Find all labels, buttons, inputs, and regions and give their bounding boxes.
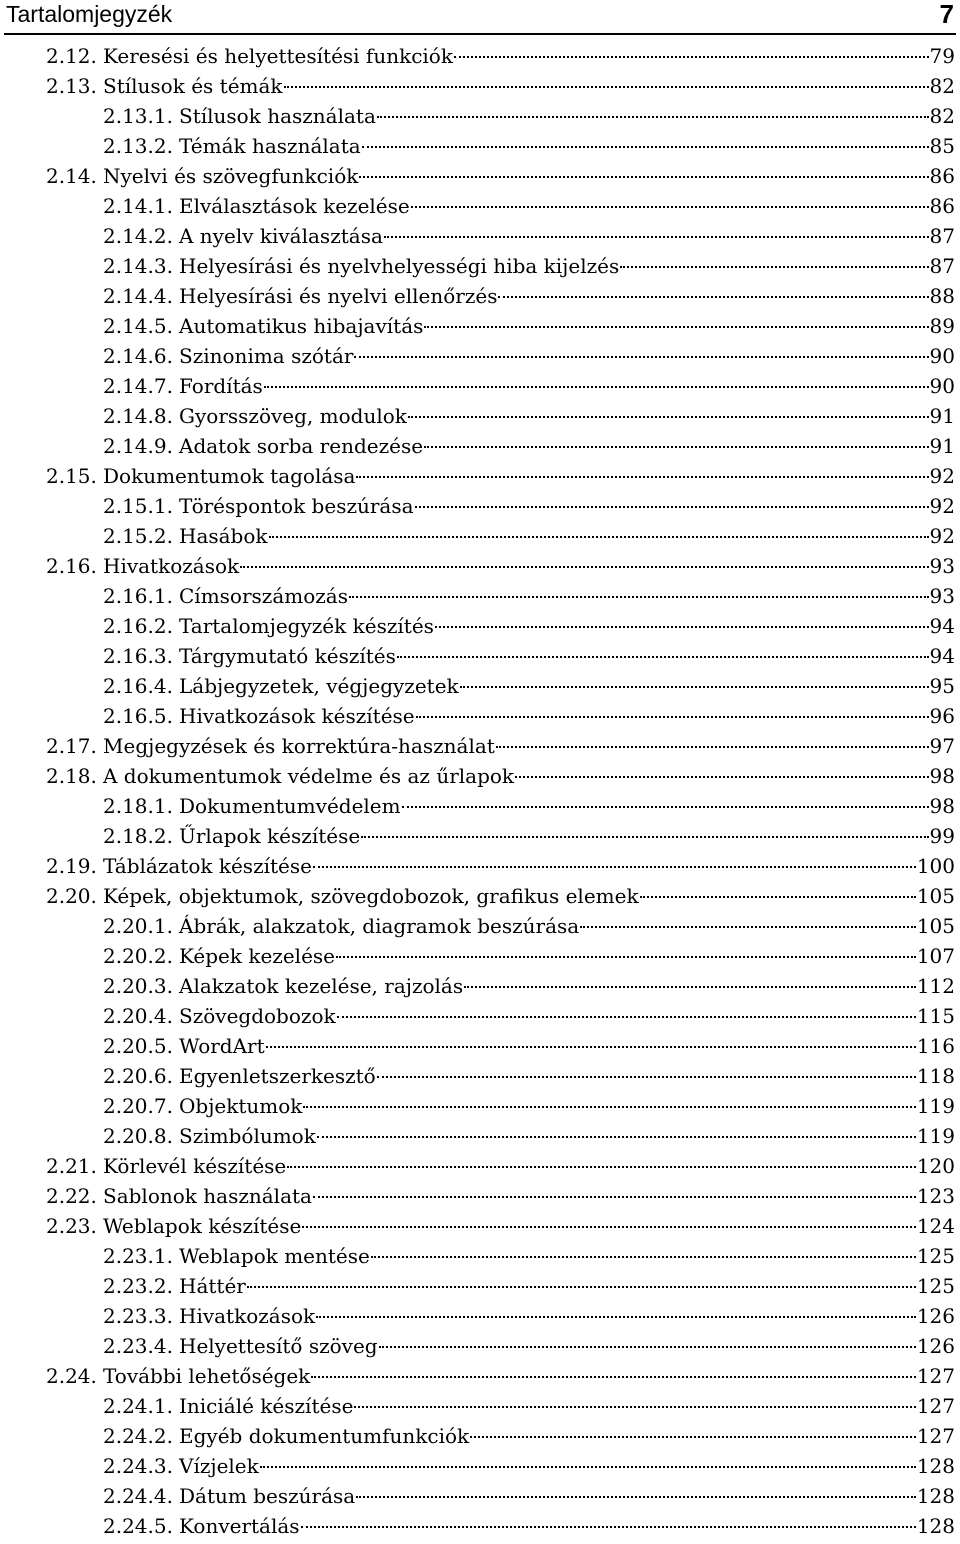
toc-entry-title: Nyelvi és szövegfunkciók [103, 164, 359, 188]
toc-entry[interactable] [0, 1274, 960, 1304]
toc-entry-title: Objektumok [179, 1094, 303, 1118]
toc-entry[interactable] [0, 1094, 960, 1124]
dot-leader [464, 986, 916, 988]
toc-entry-title: Konvertálás [179, 1514, 300, 1538]
dot-leader [379, 1346, 916, 1348]
dot-leader [247, 1286, 916, 1288]
dot-leader [377, 1076, 916, 1078]
toc-entry[interactable] [0, 44, 960, 74]
toc-entry[interactable] [0, 1484, 960, 1514]
dot-leader [416, 716, 929, 718]
toc-entry-number: 2.20.6. [103, 1064, 173, 1088]
toc-entry[interactable] [0, 764, 960, 794]
toc-entry-page: 93 [929, 554, 955, 578]
toc-entry-number: 2.24.4. [103, 1484, 173, 1508]
toc-entry-title: A dokumentumok védelme és az űrlapok [103, 764, 515, 788]
toc-entry[interactable] [0, 1334, 960, 1364]
toc-entry-number: 2.24.5. [103, 1514, 173, 1538]
toc-entry[interactable] [0, 284, 960, 314]
toc-entry-number: 2.14.8. [103, 404, 173, 428]
toc-entry-page: 125 [916, 1244, 955, 1268]
toc-entry-title: Lábjegyzetek, végjegyzetek [179, 674, 459, 698]
toc-entry-title: Helyettesítő szöveg [179, 1334, 378, 1358]
toc-entry-page: 90 [929, 374, 955, 398]
toc-entry-title: Iniciálé készítése [179, 1394, 354, 1418]
toc-entry-page: 99 [929, 824, 955, 848]
toc-entry[interactable] [0, 644, 960, 674]
toc-entry-page: 86 [929, 164, 955, 188]
dot-leader [354, 356, 928, 358]
toc-entry-page: 112 [916, 974, 955, 998]
toc-entry-number: 2.24.1. [103, 1394, 173, 1418]
dot-leader [435, 626, 929, 628]
dot-leader [384, 236, 929, 238]
dot-leader [361, 836, 928, 838]
toc-entry-number: 2.19. [46, 854, 97, 878]
toc-entry-page: 107 [916, 944, 955, 968]
toc-entry-number: 2.21. [46, 1154, 97, 1178]
toc-entry[interactable] [0, 1184, 960, 1214]
toc-entry-number: 2.18. [46, 764, 97, 788]
toc-entry-number: 2.20.4. [103, 1004, 173, 1028]
dot-leader [377, 116, 929, 118]
header-divider [4, 33, 956, 35]
dot-leader [408, 416, 929, 418]
toc-entry-title: Töréspontok beszúrása [179, 494, 414, 518]
toc-entry-number: 2.15.2. [103, 524, 173, 548]
dot-leader [317, 1136, 916, 1138]
toc-entry-page: 125 [916, 1274, 955, 1298]
toc-entry-number: 2.20. [46, 884, 97, 908]
toc-entry-page: 128 [916, 1484, 955, 1508]
dot-leader [580, 926, 916, 928]
dot-leader [356, 476, 928, 478]
toc-entry-page: 115 [916, 1004, 955, 1028]
toc-entry-number: 2.18.1. [103, 794, 173, 818]
toc-entry[interactable] [0, 704, 960, 734]
toc-entry-title: Keresési és helyettesítési funkciók [103, 44, 453, 68]
toc-entry-title: Címsorszámozás [179, 584, 348, 608]
toc-entry[interactable] [0, 494, 960, 524]
dot-leader [460, 686, 929, 688]
toc-entry-page: 126 [916, 1334, 955, 1358]
toc-entry-number: 2.20.2. [103, 944, 173, 968]
dot-leader [411, 206, 929, 208]
dot-leader [371, 1256, 916, 1258]
page-header-title: Tartalomjegyzék [6, 1, 173, 27]
toc-entry-title: Fordítás [179, 374, 263, 398]
toc-entry-number: 2.12. [46, 44, 97, 68]
toc-entry-page: 126 [916, 1304, 955, 1328]
toc-entry[interactable] [0, 584, 960, 614]
toc-entry-page: 85 [929, 134, 955, 158]
toc-entry-page: 98 [929, 794, 955, 818]
toc-entry-number: 2.20.8. [103, 1124, 173, 1148]
toc-entry-page: 82 [929, 74, 955, 98]
toc-entry-title: Ábrák, alakzatok, diagramok beszúrása [179, 914, 580, 938]
toc-entry-title: Szimbólumok [179, 1124, 316, 1148]
page-header [0, 0, 960, 34]
toc-entry-number: 2.23.2. [103, 1274, 173, 1298]
dot-leader [397, 656, 929, 658]
toc-entry-title: A nyelv kiválasztása [179, 224, 383, 248]
table-of-contents [0, 44, 960, 1544]
toc-entry-number: 2.15.1. [103, 494, 173, 518]
dot-leader [269, 536, 929, 538]
toc-entry[interactable] [0, 1304, 960, 1334]
toc-entry-page: 100 [916, 854, 955, 878]
toc-entry-page: 119 [916, 1124, 955, 1148]
toc-entry-page: 87 [929, 224, 955, 248]
toc-entry[interactable] [0, 794, 960, 824]
toc-entry-number: 2.24. [46, 1364, 97, 1388]
toc-entry-title: WordArt [179, 1034, 265, 1058]
toc-entry-page: 120 [916, 1154, 955, 1178]
dot-leader [303, 1106, 915, 1108]
toc-entry-page: 96 [929, 704, 955, 728]
toc-entry-number: 2.13. [46, 74, 97, 98]
toc-entry[interactable] [0, 1124, 960, 1154]
dot-leader [515, 776, 928, 778]
toc-entry[interactable] [0, 1154, 960, 1184]
dot-leader [260, 1466, 916, 1468]
toc-entry-number: 2.15. [46, 464, 97, 488]
toc-entry-number: 2.20.1. [103, 914, 173, 938]
dot-leader [301, 1526, 916, 1528]
toc-entry-page: 93 [929, 584, 955, 608]
toc-entry[interactable] [0, 254, 960, 284]
dot-leader [424, 326, 928, 328]
toc-entry-title: Egyéb dokumentumfunkciók [179, 1424, 470, 1448]
toc-entry-title: Dokumentumvédelem [179, 794, 401, 818]
toc-entry-title: Körlevél készítése [103, 1154, 287, 1178]
toc-entry-number: 2.23.1. [103, 1244, 173, 1268]
toc-entry-number: 2.14. [46, 164, 97, 188]
toc-entry[interactable] [0, 944, 960, 974]
toc-entry[interactable] [0, 104, 960, 134]
toc-entry-page: 128 [916, 1454, 955, 1478]
dot-leader [359, 176, 928, 178]
toc-entry[interactable] [0, 374, 960, 404]
toc-entry[interactable] [0, 1034, 960, 1064]
toc-entry-page: 97 [929, 734, 955, 758]
toc-entry-title: Weblapok készítése [103, 1214, 302, 1238]
dot-leader [454, 56, 929, 58]
toc-entry-title: Témák használata [179, 134, 361, 158]
dot-leader [640, 896, 916, 898]
toc-entry-number: 2.14.1. [103, 194, 173, 218]
toc-entry-title: Táblázatok készítése [103, 854, 312, 878]
toc-entry-page: 91 [929, 404, 955, 428]
toc-entry[interactable] [0, 974, 960, 1004]
toc-entry-number: 2.23.3. [103, 1304, 173, 1328]
toc-entry[interactable] [0, 164, 960, 194]
toc-entry-title: Vízjelek [179, 1454, 259, 1478]
toc-entry-title: Hivatkozások [103, 554, 240, 578]
toc-entry-page: 86 [929, 194, 955, 218]
toc-entry-page: 87 [929, 254, 955, 278]
toc-entry-page: 124 [916, 1214, 955, 1238]
toc-entry-number: 2.14.4. [103, 284, 173, 308]
dot-leader [402, 806, 929, 808]
dot-leader [349, 596, 929, 598]
toc-entry-title: Képek kezelése [179, 944, 336, 968]
toc-entry-page: 79 [929, 44, 955, 68]
toc-entry[interactable] [0, 884, 960, 914]
toc-entry-page: 105 [916, 914, 955, 938]
toc-entry-page: 127 [916, 1424, 955, 1448]
toc-entry-page: 89 [929, 314, 955, 338]
dot-leader [264, 386, 929, 388]
toc-entry-title: Adatok sorba rendezése [179, 434, 424, 458]
toc-entry-number: 2.18.2. [103, 824, 173, 848]
toc-entry[interactable] [0, 434, 960, 464]
toc-entry-page: 127 [916, 1364, 955, 1388]
toc-entry-number: 2.14.3. [103, 254, 173, 278]
dot-leader [302, 1226, 915, 1228]
toc-entry-page: 94 [929, 614, 955, 638]
toc-entry-page: 92 [929, 524, 955, 548]
dot-leader [424, 446, 928, 448]
toc-entry-number: 2.14.9. [103, 434, 173, 458]
toc-entry-number: 2.14.5. [103, 314, 173, 338]
dot-leader [311, 1376, 916, 1378]
toc-entry-page: 94 [929, 644, 955, 668]
toc-entry[interactable] [0, 1004, 960, 1034]
toc-entry-number: 2.16.4. [103, 674, 173, 698]
dot-leader [356, 1496, 916, 1498]
toc-entry-page: 88 [929, 284, 955, 308]
dot-leader [415, 506, 929, 508]
dot-leader [496, 746, 929, 748]
toc-entry-title: Stílusok és témák [103, 74, 283, 98]
toc-entry-title: Automatikus hibajavítás [179, 314, 424, 338]
toc-entry[interactable] [0, 224, 960, 254]
toc-entry-title: Szövegdobozok [179, 1004, 336, 1028]
toc-entry-page: 123 [916, 1184, 955, 1208]
toc-entry-title: Alakzatok kezelése, rajzolás [179, 974, 464, 998]
toc-entry[interactable] [0, 1364, 960, 1394]
toc-entry-title: Dátum beszúrása [179, 1484, 356, 1508]
toc-entry[interactable] [0, 1064, 960, 1094]
toc-entry[interactable] [0, 524, 960, 554]
toc-entry-number: 2.17. [46, 734, 97, 758]
dot-leader [337, 1016, 916, 1018]
toc-entry[interactable] [0, 554, 960, 584]
toc-entry-number: 2.20.5. [103, 1034, 173, 1058]
toc-entry-title: Űrlapok készítése [179, 824, 361, 848]
toc-entry[interactable] [0, 134, 960, 164]
toc-entry[interactable] [0, 404, 960, 434]
dot-leader [313, 866, 916, 868]
dot-leader [354, 1406, 915, 1408]
toc-entry[interactable] [0, 734, 960, 764]
dot-leader [266, 1046, 916, 1048]
toc-entry-title: Tárgymutató készítés [179, 644, 396, 668]
toc-entry-page: 116 [916, 1034, 955, 1058]
toc-entry-title: Weblapok mentése [179, 1244, 370, 1268]
toc-entry-page: 127 [916, 1394, 955, 1418]
toc-entry-page: 92 [929, 464, 955, 488]
toc-entry-number: 2.24.3. [103, 1454, 173, 1478]
toc-entry-page: 128 [916, 1514, 955, 1538]
toc-entry-page: 82 [929, 104, 955, 128]
dot-leader [284, 86, 929, 88]
dot-leader [470, 1436, 916, 1438]
toc-entry-page: 92 [929, 494, 955, 518]
dot-leader [498, 296, 928, 298]
toc-entry-number: 2.16.2. [103, 614, 173, 638]
toc-entry-title: Hivatkozások [179, 1304, 316, 1328]
toc-entry-number: 2.14.7. [103, 374, 173, 398]
toc-entry[interactable] [0, 674, 960, 704]
toc-entry-number: 2.16.1. [103, 584, 173, 608]
toc-entry-title: Háttér [179, 1274, 246, 1298]
toc-entry-number: 2.13.2. [103, 134, 173, 158]
dot-leader [287, 1166, 916, 1168]
toc-entry-number: 2.14.6. [103, 344, 173, 368]
toc-entry[interactable] [0, 464, 960, 494]
toc-entry[interactable] [0, 1394, 960, 1424]
toc-entry-number: 2.23.4. [103, 1334, 173, 1358]
dot-leader [336, 956, 916, 958]
toc-entry-number: 2.20.3. [103, 974, 173, 998]
page-number: 7 [939, 0, 954, 29]
toc-entry-title: Elválasztások kezelése [179, 194, 410, 218]
dot-leader [313, 1196, 916, 1198]
toc-entry[interactable] [0, 194, 960, 224]
toc-entry-title: Gyorsszöveg, modulok [179, 404, 407, 428]
toc-entry-title: Tartalomjegyzék készítés [179, 614, 434, 638]
toc-entry-title: További lehetőségek [103, 1364, 311, 1388]
toc-entry[interactable] [0, 1424, 960, 1454]
toc-entry-number: 2.16.3. [103, 644, 173, 668]
dot-leader [316, 1316, 916, 1318]
toc-entry[interactable] [0, 74, 960, 104]
dot-leader [240, 566, 928, 568]
toc-entry-page: 90 [929, 344, 955, 368]
toc-entry[interactable] [0, 914, 960, 944]
toc-entry-title: Stílusok használata [179, 104, 376, 128]
toc-entry-page: 118 [916, 1064, 955, 1088]
toc-entry-title: Helyesírási és nyelvi ellenőrzés [179, 284, 498, 308]
toc-entry[interactable] [0, 344, 960, 374]
toc-entry[interactable] [0, 614, 960, 644]
toc-entry-number: 2.16. [46, 554, 97, 578]
toc-entry-number: 2.16.5. [103, 704, 173, 728]
toc-entry-number: 2.22. [46, 1184, 97, 1208]
toc-entry-page: 105 [916, 884, 955, 908]
toc-entry-title: Hivatkozások készítése [179, 704, 415, 728]
toc-entry-title: Helyesírási és nyelvhelyességi hiba kijelzés [179, 254, 620, 278]
toc-entry-number: 2.14.2. [103, 224, 173, 248]
toc-entry-title: Szinonima szótár [179, 344, 354, 368]
dot-leader [362, 146, 929, 148]
toc-entry-page: 91 [929, 434, 955, 458]
toc-entry-number: 2.24.2. [103, 1424, 173, 1448]
toc-entry[interactable] [0, 824, 960, 854]
toc-entry-number: 2.23. [46, 1214, 97, 1238]
toc-entry[interactable] [0, 1454, 960, 1484]
toc-entry-title: Egyenletszerkesztő [179, 1064, 376, 1088]
toc-entry[interactable] [0, 314, 960, 344]
toc-entry-page: 98 [929, 764, 955, 788]
dot-leader [620, 266, 928, 268]
toc-entry[interactable] [0, 854, 960, 884]
toc-entry-page: 95 [929, 674, 955, 698]
toc-entry-title: Megjegyzések és korrektúra-használat [103, 734, 495, 758]
toc-entry-number: 2.20.7. [103, 1094, 173, 1118]
toc-entry[interactable] [0, 1214, 960, 1244]
toc-entry-page: 119 [916, 1094, 955, 1118]
toc-entry-title: Dokumentumok tagolása [103, 464, 356, 488]
toc-entry-title: Képek, objektumok, szövegdobozok, grafikus elemek [103, 884, 639, 908]
toc-entry-title: Sablonok használata [103, 1184, 312, 1208]
toc-entry-title: Hasábok [179, 524, 268, 548]
toc-entry[interactable] [0, 1244, 960, 1274]
toc-entry-number: 2.13.1. [103, 104, 173, 128]
